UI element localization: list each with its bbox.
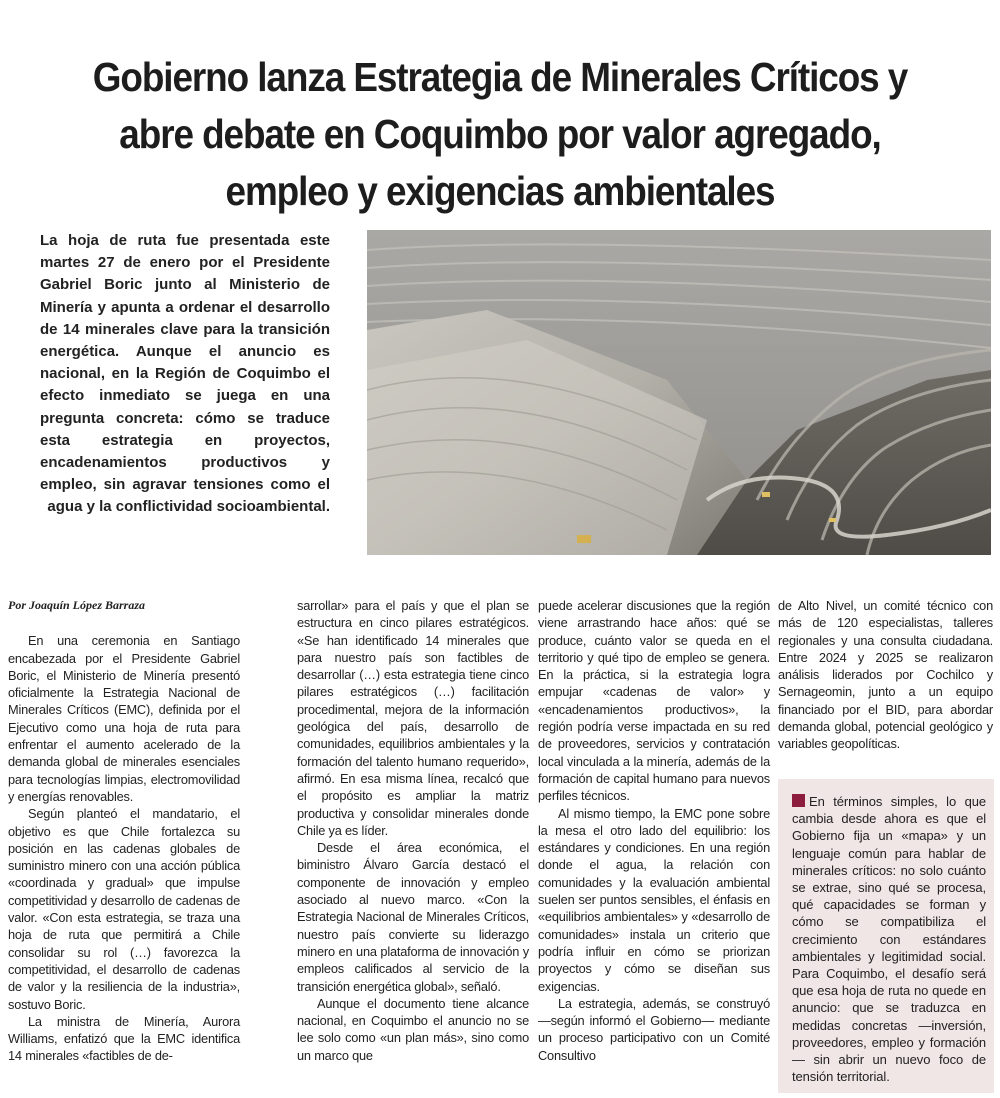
- paragraph: puede acelerar discusiones que la región viene arrastrando hace años: qué se produce, cuánto valor se queda en el territorio y qué tipo de empleo se genera. En la práctica, si la estrategia logra empujar «cadenas de valor» y «encadenamientos productivos», la región podría verse impactada en su red de proveedores, servicios y contratación local vinculada a la minería, además de la formación de capital humano para nuevos perfiles técnicos.: [538, 598, 770, 804]
- summary-paragraph: [792, 793, 986, 1085]
- paragraph: En una ceremonia en Santiago encabezada por el Presidente Gabriel Boric, el Ministerio de Minería presentó oficialmente la Estrategia Nacional de Minerales Críticos (EMC), definida por el Ejecutivo como una hoja de ruta para enfrentar el aumento acelerado de la demanda global de minerales esenciales para tecnologías limpias, electromovilidad y energías renovables.: [8, 633, 240, 804]
- square-marker-icon: [792, 794, 805, 807]
- article-column-2: [297, 597, 529, 1064]
- article-column-1: [8, 597, 240, 1065]
- paragraph: sarrollar» para el país y que el plan se estructura en cinco pilares estratégicos. «Se han identificado 14 minerales que para nuestro país son factibles de desarrollar (…) esta estrategia tiene cinco pilares estratégicos (…) facilitación procedimental, mejora de la información geológica del país, desarrollo de comunidades, equilibrios ambientales y la formación del talento humano requerido», afirmó. En esa misma línea, recalcó que el propósito es ampliar la matriz productiva y consolidar minerales donde Chile ya es líder.: [297, 598, 529, 838]
- article-column-3: [538, 597, 770, 1064]
- paragraph: Según planteó el mandatario, el objetivo es que Chile fortalezca su posición en las cadenas globales de suministro minero con una acción pública «coordinada y gradual» que impulse competitividad y desarrollo de cadenas de valor. «Con esta estrategia, se traza una hoja de ruta que permitirá a Chile consolidar su rol (…) favorezca la competitividad, el desarrollo de cadenas de valor y la resiliencia de la industria», sostuvo Boric.: [8, 806, 240, 1012]
- byline: Por Joaquín López Barraza: [8, 598, 146, 612]
- paragraph: Desde el área económica, el biministro Álvaro García destacó el componente de innovación y empleo asociado al nuevo marco. «Con la Estrategia Nacional de Minerales Críticos, nuestro país convierte su liderazgo minero en una plataforma de innovación y empleos calificados al servicio de la transición energética global», señaló.: [297, 840, 529, 994]
- summary-box: [778, 779, 994, 1093]
- paragraph: Aunque el documento tiene alcance nacional, en Coquimbo el anuncio no se lee solo como «un plan más», sino como un marco que: [297, 995, 529, 1063]
- paragraph: La estrategia, además, se construyó —según informó el Gobierno— mediante un proceso participativo con un Comité Consultivo: [538, 995, 770, 1063]
- article-column-4: [778, 597, 993, 753]
- paragraph: Al mismo tiempo, la EMC pone sobre la mesa el otro lado del equilibrio: los estándares y condiciones. En una región donde el agua, la relación con comunidades y la evaluación ambiental suelen ser puntos sensibles, el énfasis en «equilibrios ambientales» y «desarrollo de comunidades» instala un criterio que podría influir en cómo se priorizan proyectos y cómo se diseñan sus exigencias.: [538, 805, 770, 994]
- summary-text: En términos simples, lo que cambia desde ahora es que el Gobierno fija un «mapa» y un lenguaje común para hablar de minerales críticos: no solo cuánto se extrae, sino qué se procesa, qué capacidades se forman y cómo se compatibiliza el crecimiento con estándares ambientales y legitimidad social. Para Coquimbo, el desafío será que esa hoja de ruta no quede en anuncio: que se traduzca en medidas concretas —inversión, proveedores, empleo y formación— sin abrir un nuevo foco de tensión territorial.: [792, 794, 986, 1085]
- lead-text: La hoja de ruta fue presentada este martes 27 de enero por el Presidente Gabriel Boric junto al Ministerio de Minería y apunta a ordenar el desarrollo de 14 minerales clave para la transición energética. Aunque el anuncio es nacional, en la Región de Coquimbo el efecto inmediato se juega en una pregunta concreta: cómo se traduce esta estrategia en proyectos, encadenamientos productivos y empleo, sin agravar tensiones como el agua y la conflictividad socioambiental.: [40, 232, 330, 516]
- paragraph: La ministra de Minería, Aurora Williams, enfatizó que la EMC identifica 14 minerales «factibles de de-: [8, 1013, 240, 1064]
- headline: Gobierno lanza Estrategia de Minerales Críticos y abre debate en Coquimbo por valor agregado, empleo y exigencias ambientales: [92, 54, 908, 215]
- open-pit-mine-photo: [367, 230, 991, 555]
- mine-illustration: [367, 230, 991, 555]
- lead-paragraph: [40, 230, 330, 519]
- paragraph: de Alto Nivel, un comité técnico con más de 120 especialistas, talleres regionales y una consulta ciudadana. Entre 2024 y 2025 se realizaron análisis liderados por Cochilco y Sernageomin, junto a un equipo financiado por el BID, para abordar demanda global, potencial geológico y variables geopolíticas.: [778, 598, 993, 752]
